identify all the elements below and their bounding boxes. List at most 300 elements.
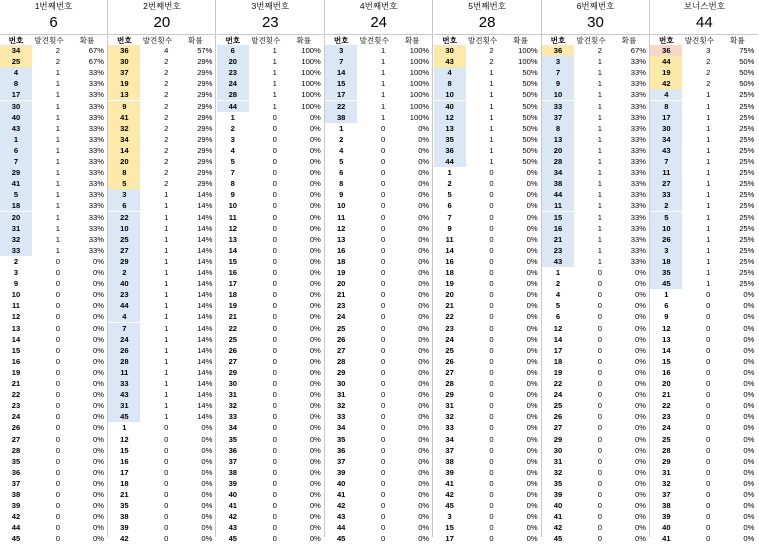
probability-cell: 0% [743,323,755,333]
table-row [108,334,216,345]
table-row [542,45,650,56]
number-cell: 5 [555,301,561,311]
table-row [0,356,108,367]
table-row [217,400,325,411]
probability-cell: 0% [743,445,755,455]
number-cell: 31 [336,390,346,400]
number-cell: 26 [11,423,21,433]
table-row [325,500,433,511]
count-cell: 0 [706,490,711,499]
number-cell: 3 [650,245,682,256]
count-cell: 0 [706,323,711,333]
probability-cell: 0% [93,323,104,333]
table-row [325,367,433,378]
table-row [542,223,650,234]
table-row [434,56,542,67]
number-cell: 4 [230,145,235,155]
probability-cell: 0% [526,401,538,411]
table-row [650,101,758,112]
count-cell: 1 [597,79,602,89]
count-cell: 0 [380,523,386,533]
count-cell: 2 [489,46,494,55]
table-row [542,256,650,267]
count-cell: 0 [55,534,60,544]
table-row [542,56,650,67]
number-cell: 9 [447,223,452,233]
number-cell: 4 [555,290,561,300]
count-cell: 0 [380,134,386,144]
probability-cell: 0% [418,534,430,544]
number-cell: 16 [336,245,346,255]
table-row [650,367,758,378]
table-row [108,478,216,489]
count-cell: 0 [706,478,711,488]
probability-cell: 29% [197,57,213,67]
probability-cell: 0% [743,456,755,466]
probability-cell: 0% [743,512,755,522]
number-cell: 35 [650,267,682,278]
probability-cell: 0% [635,401,646,411]
table-row [108,422,216,433]
probability-cell: 0% [743,401,755,411]
number-cell: 30 [553,445,563,455]
number-cell: 32 [336,401,346,411]
number-cell: 35 [336,434,346,444]
number-cell: 29 [662,456,671,466]
count-cell: 0 [489,268,494,277]
number-cell: 18 [0,200,32,211]
count-cell: 0 [380,256,386,266]
count-cell: 1 [706,223,711,233]
table-row [108,89,216,100]
number-cell: 29 [228,367,238,377]
table-row [0,67,108,78]
table-row [542,278,650,289]
number-cell: 1 [447,168,452,178]
number-cell: 7 [650,156,682,167]
table-row [108,400,216,411]
probability-cell: 0% [93,534,104,544]
count-cell: 2 [164,90,169,100]
probability-cell: 0% [418,467,430,477]
table-row [217,300,325,311]
number-cell: 31 [445,401,454,411]
count-cell: 0 [380,268,386,277]
count-cell: 0 [597,301,602,311]
table-row [217,278,325,289]
count-cell: 0 [272,434,277,444]
number-cell: 37 [11,478,21,488]
table-row [0,101,108,112]
count-cell: 0 [597,412,602,422]
probability-cell: 0% [635,356,646,366]
table-row [542,478,650,489]
count-cell: 0 [272,123,277,133]
count-cell: 1 [380,112,386,122]
number-cell: 25 [228,334,238,344]
table-row [542,522,650,533]
probability-cell: 50% [522,112,538,122]
table-row [325,411,433,422]
table-row [108,178,216,189]
number-cell: 10 [336,201,346,211]
probability-cell: 33% [630,234,646,244]
table-row [108,445,216,456]
count-cell: 1 [706,268,711,277]
count-cell: 0 [489,423,494,433]
probability-cell: 50% [522,90,538,100]
count-cell: 2 [164,112,169,122]
count-cell: 0 [380,423,386,433]
number-cell: 5 [447,190,452,200]
count-cell: 1 [164,290,169,300]
number-cell: 10 [108,223,140,234]
count-cell: 1 [164,334,169,344]
table-row [542,67,650,78]
probability-cell: 25% [739,279,755,289]
number-cell: 18 [650,256,682,267]
number-cell: 2 [13,256,19,266]
count-cell: 1 [164,212,169,222]
table-row [108,489,216,500]
count-cell: 0 [489,190,494,200]
probability-cell: 0% [635,367,646,377]
table-row [325,389,433,400]
table-row [108,78,216,89]
table-row [0,167,108,178]
number-cell: 22 [108,212,140,223]
number-cell: 41 [0,178,32,189]
count-cell: 0 [489,356,494,366]
number-cell: 8 [650,101,682,112]
table-row [434,289,542,300]
column-header-number: 번호 [225,36,241,45]
table-row [0,178,108,189]
probability-cell: 0% [418,201,430,211]
number-cell: 38 [542,178,574,189]
table-row [542,323,650,334]
number-cell: 21 [662,390,671,400]
probability-cell: 0% [201,467,213,477]
table-row [217,212,325,223]
table-row [0,200,108,211]
probability-cell: 0% [418,212,430,222]
table-row [217,256,325,267]
number-cell: 31 [228,390,238,400]
count-cell: 1 [706,212,711,222]
number-cell: 22 [11,390,21,400]
count-cell: 0 [489,456,494,466]
probability-cell: 0% [418,412,430,422]
table-row [0,45,108,56]
count-cell: 1 [489,112,494,122]
count-cell: 0 [380,301,386,311]
table-row [108,167,216,178]
probability-cell: 0% [418,168,430,178]
number-cell: 33 [650,189,682,200]
number-cell: 36 [650,45,682,56]
number-cell: 25 [445,345,454,355]
count-cell: 2 [706,57,711,67]
probability-cell: 0% [93,301,104,311]
count-cell: 0 [597,523,602,533]
probability-cell: 0% [526,367,538,377]
table-row [217,533,325,544]
table-row [650,145,758,156]
count-cell: 0 [380,245,386,255]
number-cell: 16 [542,223,574,234]
probability-cell: 0% [93,445,104,455]
table-row [108,56,216,67]
table-row [650,78,758,89]
table-row [0,367,108,378]
table-row [434,212,542,223]
number-cell: 2 [108,267,140,278]
table-row [325,378,433,389]
probability-cell: 25% [739,223,755,233]
count-cell: 0 [272,256,277,266]
number-cell: 7 [447,212,452,222]
probability-cell: 0% [743,534,755,544]
table-row [217,156,325,167]
count-cell: 1 [55,212,60,222]
probability-cell: 50% [522,145,538,155]
number-cell: 38 [228,467,238,477]
number-cell: 14 [662,345,671,355]
probability-cell: 67% [630,46,646,55]
count-cell: 0 [489,312,494,322]
probability-cell: 0% [93,279,104,289]
table-row [217,134,325,145]
count-cell: 0 [272,445,277,455]
number-cell: 38 [325,112,357,123]
number-cell: 15 [662,356,671,366]
number-cell: 12 [553,323,563,333]
probability-cell: 33% [88,190,104,200]
count-cell: 0 [272,401,277,411]
table-row [325,467,433,478]
table-row [542,212,650,223]
table-row [542,422,650,433]
count-cell: 0 [380,490,386,499]
count-cell: 0 [597,423,602,433]
count-cell: 0 [380,434,386,444]
table-row [650,411,758,422]
probability-cell: 25% [739,168,755,178]
probability-cell: 50% [739,68,755,78]
probability-cell: 0% [526,534,538,544]
probability-cell: 0% [418,256,430,266]
probability-cell: 0% [309,334,321,344]
probability-cell: 0% [743,390,755,400]
probability-cell: 0% [635,268,646,277]
number-cell: 16 [662,367,671,377]
probability-cell: 14% [197,312,213,322]
table-row [0,300,108,311]
probability-cell: 0% [635,390,646,400]
number-cell: 35 [11,456,21,466]
count-cell: 1 [164,401,169,411]
count-cell: 0 [272,478,277,488]
count-cell: 0 [706,534,711,544]
table-row [325,356,433,367]
table-row [650,89,758,100]
count-cell: 1 [706,168,711,178]
number-cell: 35 [120,501,129,511]
probability-cell: 0% [743,478,755,488]
probability-cell: 0% [309,390,321,400]
count-cell: 0 [597,323,602,333]
table-row [650,156,758,167]
number-cell: 6 [555,312,561,322]
count-cell: 0 [706,345,711,355]
count-cell: 0 [706,512,711,522]
count-cell: 1 [164,268,169,277]
number-cell: 27 [11,434,21,444]
probability-cell: 50% [739,79,755,89]
position-block-1 [0,0,108,544]
number-cell: 42 [445,490,454,499]
table-row [217,378,325,389]
table-row [217,500,325,511]
probability-cell: 0% [418,456,430,466]
count-cell: 1 [164,234,169,244]
table-row [650,267,758,278]
probability-cell: 25% [739,201,755,211]
probability-cell: 100% [409,57,430,67]
table-row [434,478,542,489]
number-cell: 39 [11,501,21,511]
probability-cell: 25% [739,123,755,133]
probability-cell: 0% [201,523,213,533]
count-cell: 1 [706,234,711,244]
table-row [434,256,542,267]
table-row [217,56,325,67]
table-row [434,500,542,511]
count-cell: 0 [272,312,277,322]
probability-cell: 25% [739,179,755,189]
count-cell: 0 [272,467,277,477]
count-cell: 2 [164,79,169,89]
count-cell: 2 [164,68,169,78]
count-cell: 0 [489,379,494,388]
count-cell: 0 [489,279,494,289]
probability-cell: 29% [197,68,213,78]
table-row [434,145,542,156]
count-cell: 1 [597,201,602,211]
number-cell: 6 [108,200,140,211]
table-row [542,400,650,411]
table-row [108,123,216,134]
count-cell: 0 [272,212,277,222]
number-cell: 17 [445,534,454,544]
table-row [542,156,650,167]
number-cell: 43 [336,512,346,522]
probability-cell: 0% [418,179,430,189]
probability-cell: 25% [739,190,755,200]
count-cell: 0 [489,412,494,422]
number-cell: 3 [447,512,452,522]
probability-cell: 33% [630,212,646,222]
probability-cell: 67% [88,57,104,67]
table-row [542,511,650,522]
probability-cell: 0% [418,134,430,144]
number-cell: 41 [228,501,238,511]
count-cell: 1 [55,245,60,255]
number-cell: 22 [228,323,238,333]
table-row [434,167,542,178]
count-cell: 0 [272,334,277,344]
position-block-2 [108,0,216,544]
probability-cell: 0% [418,290,430,300]
number-cell: 40 [553,501,563,511]
number-cell: 7 [230,168,235,178]
number-cell: 24 [11,412,21,422]
number-cell: 27 [650,178,682,189]
count-cell: 1 [380,57,386,67]
count-cell: 0 [597,534,602,544]
probability-cell: 0% [201,534,213,544]
probability-cell: 0% [201,512,213,522]
number-cell: 6 [0,145,32,156]
probability-cell: 50% [522,68,538,78]
number-cell: 5 [339,157,344,166]
number-cell: 36 [11,467,21,477]
count-cell: 0 [380,290,386,300]
column-header-count: 발견횟수 [359,36,389,45]
count-cell: 1 [597,212,602,222]
probability-cell: 0% [418,434,430,444]
number-cell: 41 [336,490,346,499]
number-cell: 44 [217,101,249,112]
number-cell: 4 [0,67,32,78]
probability-cell: 0% [526,279,538,289]
probability-cell: 25% [739,134,755,144]
table-row [542,467,650,478]
count-cell: 0 [380,179,386,189]
number-cell: 25 [662,434,671,444]
count-cell: 1 [489,68,494,78]
number-cell: 42 [11,512,21,522]
count-cell: 0 [597,390,602,400]
table-row [325,400,433,411]
count-cell: 0 [380,412,386,422]
count-cell: 0 [597,367,602,377]
count-cell: 1 [597,256,602,266]
number-cell: 34 [228,423,238,433]
probability-cell: 14% [197,245,213,255]
count-cell: 0 [55,434,60,444]
table-row [108,189,216,200]
table-row [217,511,325,522]
number-cell: 43 [434,56,466,67]
table-row [0,489,108,500]
count-cell: 0 [55,379,60,388]
probability-cell: 0% [526,456,538,466]
probability-cell: 33% [88,245,104,255]
probability-cell: 0% [526,445,538,455]
number-cell: 8 [434,78,466,89]
count-cell: 0 [272,512,277,522]
table-row [325,478,433,489]
count-cell: 0 [706,434,711,444]
probability-cell: 0% [309,301,321,311]
probability-cell: 100% [518,46,538,55]
probability-cell: 14% [197,301,213,311]
count-cell: 0 [706,390,711,400]
probability-cell: 25% [739,90,755,100]
number-cell: 30 [336,379,346,388]
